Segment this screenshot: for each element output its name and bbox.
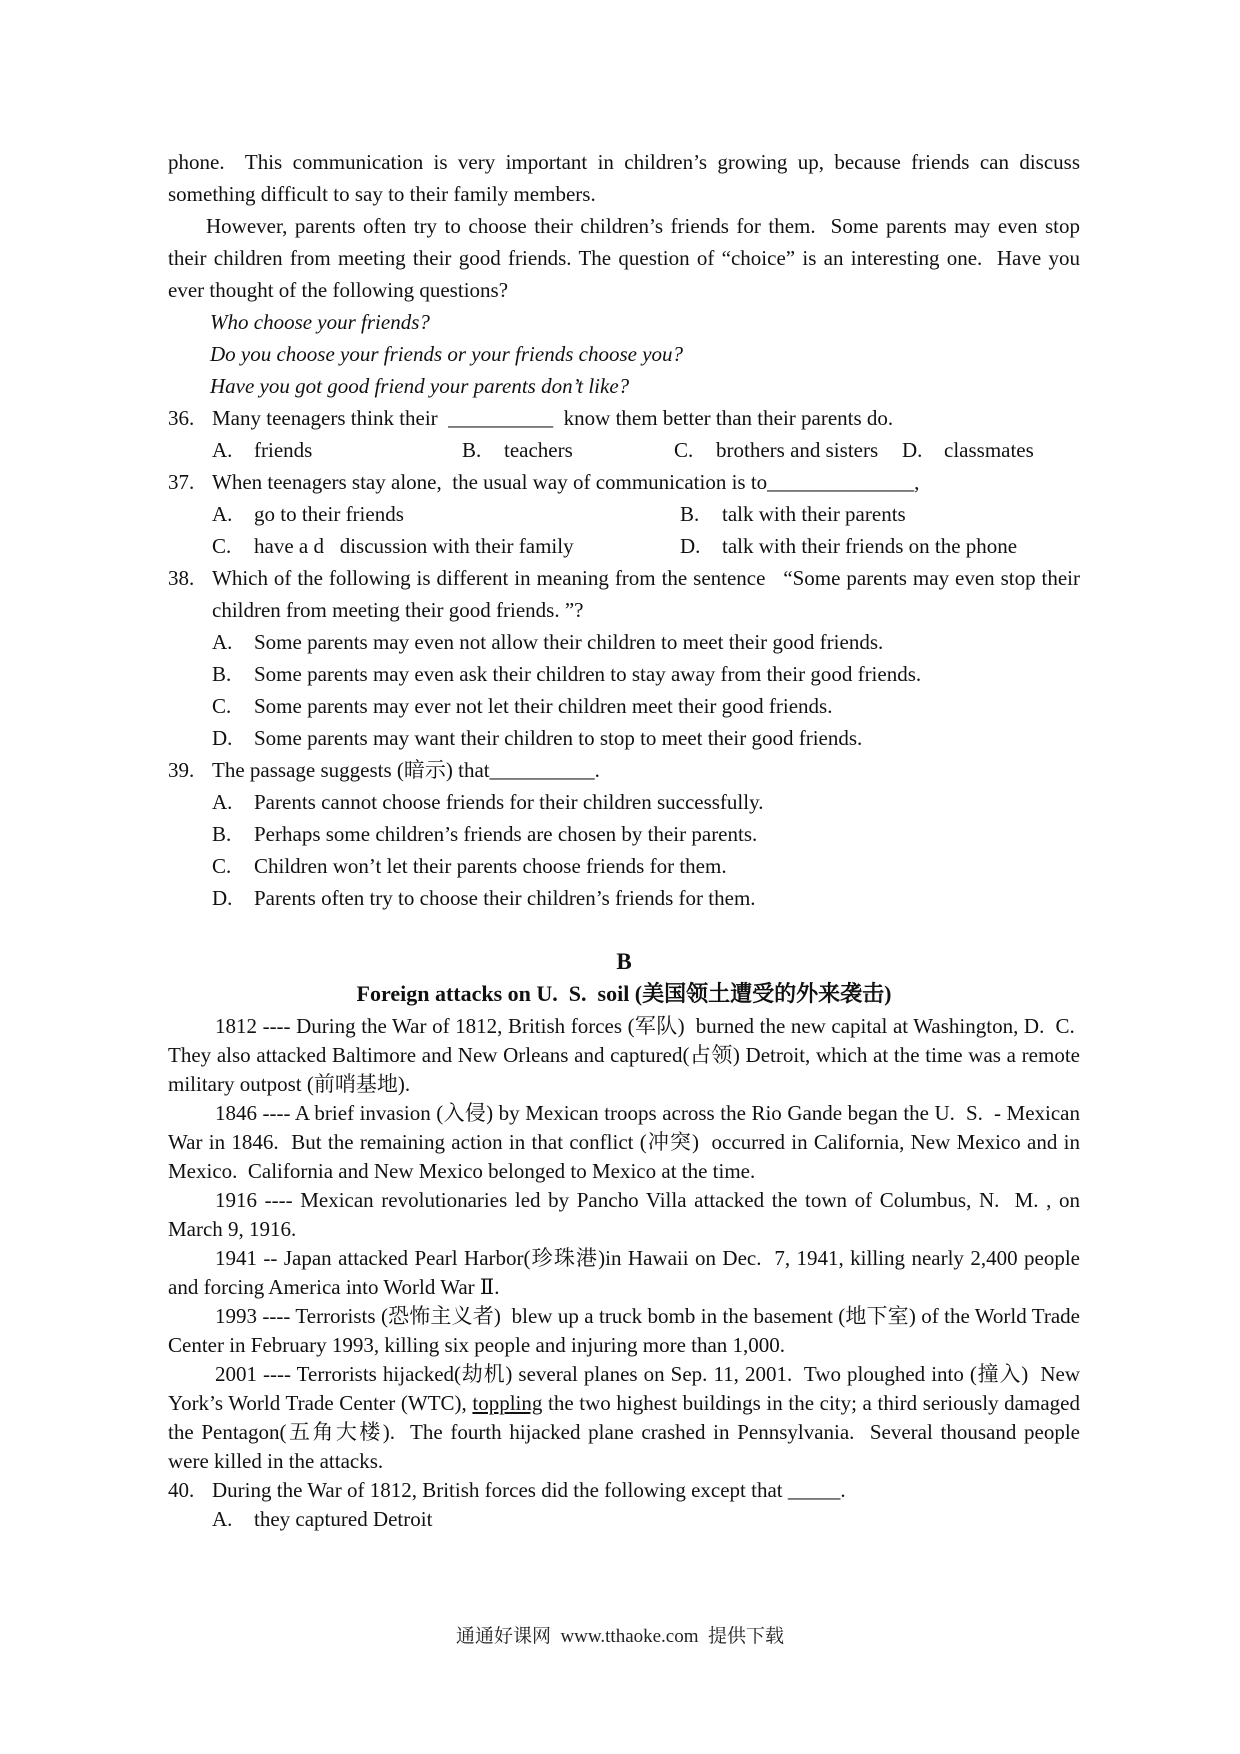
option-39-a-label: A.: [212, 790, 233, 814]
option-39-c-label: C.: [212, 854, 232, 878]
question-36-stem: Many teenagers think their __________ know them better than their parents do.: [212, 406, 894, 430]
passage-b-paragraph-2001: [168, 1360, 1080, 1476]
option-36-b-label: B.: [462, 438, 482, 462]
option-37-b-text: talk with their parents: [722, 502, 906, 526]
question-36: [168, 402, 1080, 434]
option-37-a-label: A.: [212, 502, 233, 526]
option-36-d: [902, 434, 1080, 466]
option-39-b-label: B.: [212, 822, 232, 846]
question-39: [168, 754, 1080, 786]
question-39-stem: The passage suggests (暗示) that__________.: [212, 758, 600, 782]
question-40-number: 40.: [168, 1478, 195, 1502]
option-38-a-text: Some parents may even not allow their children to meet their good friends.: [254, 630, 884, 654]
passage-b-paragraph-1993: 1993 ---- Terrorists (恐怖主义者) blew up a truck bomb in the basement (地下室) of the World Trade Center in February 1993, killing six people and injuring more than 1,000.: [168, 1304, 1080, 1357]
option-37-c-text: have a d discussion with their family: [254, 534, 574, 558]
option-39-b-text: Perhaps some children’s friends are chosen by their parents.: [254, 822, 758, 846]
option-39-d: [212, 882, 1080, 914]
page-footer: 通通好课网 www.tthaoke.com 提供下载: [455, 1626, 785, 1647]
option-38-d: [212, 722, 1080, 754]
option-37-d-label: D.: [680, 534, 701, 558]
option-39-d-text: Parents often try to choose their children’s friends for them.: [254, 886, 756, 910]
option-38-c-text: Some parents may ever not let their children meet their good friends.: [254, 694, 833, 718]
option-37-c: [212, 530, 680, 562]
option-37-a-text: go to their friends: [254, 502, 404, 526]
question-36-number: 36.: [168, 406, 195, 430]
option-38-b-text: Some parents may even ask their children to stay away from their good friends.: [254, 662, 922, 686]
passage-b-2001-post: the two highest buildings in the city; a third seriously damaged the Pentagon(五角大楼). The fourth hijacked plane crashed in Pennsylvania. Several thousand people were killed in the attacks.: [168, 1391, 1080, 1473]
option-36-a-text: friends: [254, 438, 313, 462]
question-37: [168, 466, 1080, 498]
option-36-d-label: D.: [902, 438, 923, 462]
option-36-c: [674, 434, 902, 466]
question-40-options: [212, 1505, 1080, 1534]
option-37-a: [212, 498, 680, 530]
option-40-a: [212, 1505, 1080, 1534]
option-37-b-label: B.: [680, 502, 700, 526]
option-38-c: [212, 690, 1080, 722]
passage-a-paragraph-1: phone. This communication is very important in children’s growing up, because friends can discuss something difficult to say to their family members.: [168, 150, 1080, 206]
option-40-a-text: they captured Detroit: [254, 1507, 433, 1531]
option-36-c-label: C.: [674, 438, 694, 462]
option-39-c: [212, 850, 1080, 882]
question-40-stem: During the War of 1812, British forces did the following except that _____.: [212, 1478, 846, 1502]
section-b-title: Foreign attacks on U. S. soil (美国领土遭受的外来袭击): [356, 981, 892, 1006]
option-36-c-text: brothers and sisters: [716, 438, 879, 462]
section-b-letter: B: [616, 949, 632, 974]
option-39-b: [212, 818, 1080, 850]
option-38-b-label: B.: [212, 662, 232, 686]
passage-a-italic-question-2: Do you choose your friends or your friends choose you?: [210, 342, 684, 366]
question-38-stem: Which of the following is different in meaning from the sentence “Some parents may even stop their children from meeting their good friends. ”?: [212, 566, 1080, 622]
question-37-options: [212, 498, 1080, 562]
section-b: [168, 946, 1080, 1534]
question-36-options: [212, 434, 1080, 466]
option-38-b: [212, 658, 1080, 690]
option-39-c-text: Children won’t let their parents choose friends for them.: [254, 854, 727, 878]
option-37-d-text: talk with their friends on the phone: [722, 534, 1018, 558]
option-37-b: [680, 498, 1080, 530]
passage-b-paragraph-1846: 1846 ---- A brief invasion (入侵) by Mexican troops across the Rio Gande began the U. S. - Mexican War in 1846. But the remaining action in that conflict (冲突) occurred in California, New Mexico and in Mexico. California and New Mexico belonged to Mexico at the time.: [168, 1101, 1080, 1183]
option-37-c-label: C.: [212, 534, 232, 558]
option-38-a: [212, 626, 1080, 658]
option-36-b: [462, 434, 674, 466]
option-38-c-label: C.: [212, 694, 232, 718]
question-39-options: [212, 786, 1080, 914]
question-38-number: 38.: [168, 566, 195, 590]
option-36-b-text: teachers: [504, 438, 573, 462]
passage-b-2001-pre: 2001 ---- Terrorists hijacked(劫机) several planes on Sep. 11, 2001. Two ploughed into (撞入) New York’s World Trade Center (WTC),: [168, 1362, 1080, 1415]
option-37-d: [680, 530, 1080, 562]
passage-a-paragraph-2: However, parents often try to choose their children’s friends for them. Some parents may even stop their children from meeting their good friends. The question of “choice” is an interesting one. Have you ever thought of the following questions?: [168, 214, 1080, 302]
option-38-a-label: A.: [212, 630, 233, 654]
question-37-stem: When teenagers stay alone, the usual way of communication is to______________,: [212, 470, 920, 494]
passage-a-italic-question-3: Have you got good friend your parents don’t like?: [210, 374, 630, 398]
question-38: [168, 562, 1080, 626]
passage-b-paragraph-1941: 1941 -- Japan attacked Pearl Harbor(珍珠港)in Hawaii on Dec. 7, 1941, killing nearly 2,400 people and forcing America into World War Ⅱ.: [168, 1246, 1080, 1299]
question-40: [168, 1476, 1080, 1505]
option-38-d-label: D.: [212, 726, 233, 750]
option-39-a-text: Parents cannot choose friends for their children successfully.: [254, 790, 764, 814]
question-38-options: [212, 626, 1080, 754]
passage-b-2001-underlined-word: toppling: [472, 1391, 543, 1415]
passage-b-paragraph-1916: 1916 ---- Mexican revolutionaries led by Pancho Villa attacked the town of Columbus, N. M. , on March 9, 1916.: [168, 1188, 1080, 1241]
option-36-a-label: A.: [212, 438, 233, 462]
passage-a-italic-question-1: Who choose your friends?: [210, 310, 430, 334]
option-36-d-text: classmates: [944, 438, 1034, 462]
option-39-a: [212, 786, 1080, 818]
question-37-number: 37.: [168, 470, 195, 494]
page-content: [168, 146, 1080, 1534]
option-38-d-text: Some parents may want their children to stop to meet their good friends.: [254, 726, 863, 750]
option-40-a-label: A.: [212, 1507, 233, 1531]
option-36-a: [212, 434, 462, 466]
option-39-d-label: D.: [212, 886, 233, 910]
passage-b-paragraph-1812: 1812 ---- During the War of 1812, British forces (军队) burned the new capital at Washington, D. C. They also attacked Baltimore and New Orleans and captured(占领) Detroit, which at the time was a remote military outpost (前哨基地).: [168, 1014, 1080, 1096]
question-39-number: 39.: [168, 758, 195, 782]
